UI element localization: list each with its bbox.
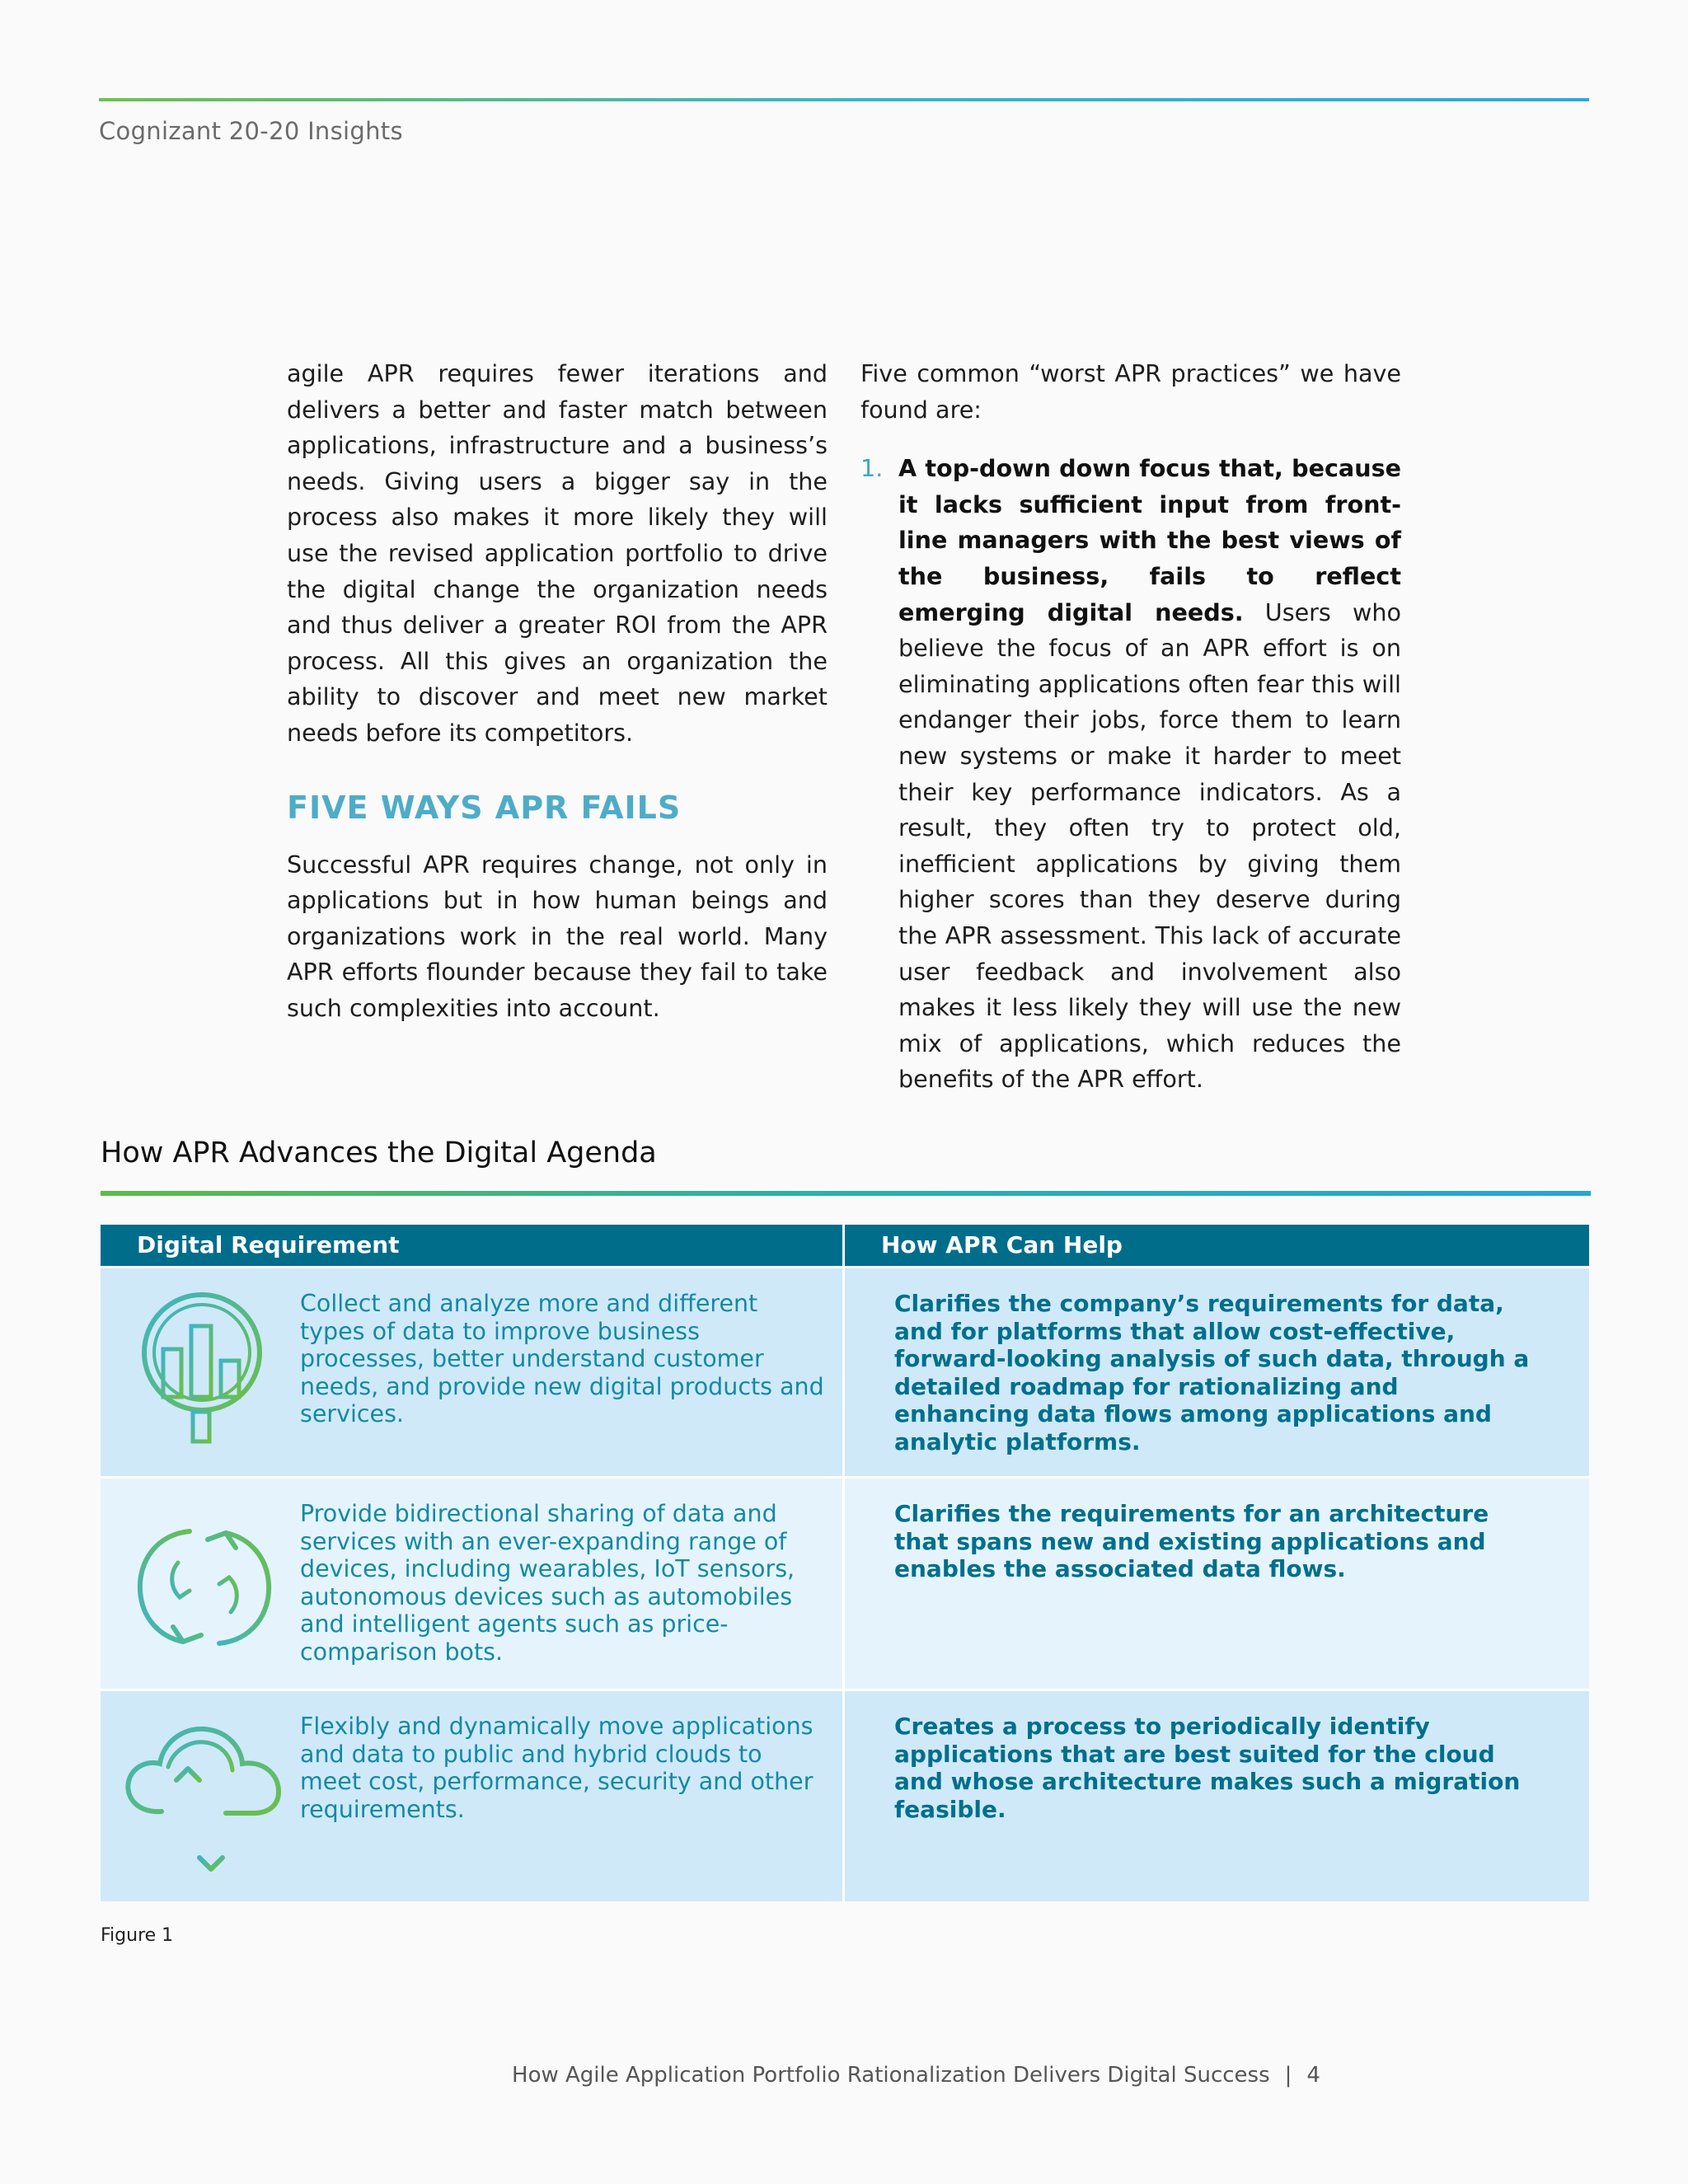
right-column	[860, 356, 1401, 1098]
table-row	[101, 1476, 1589, 1689]
page-number: 4	[1306, 2063, 1320, 2088]
help-text: Clarifies the company’s requirements for data, and for platforms that allow cost-effective, forward-looking analysis of such data, through a detailed roadmap for rationalizing and enhancing data flows among applications and analytic platforms.	[894, 1290, 1530, 1455]
figure-rule	[101, 1191, 1591, 1196]
data-analysis-icon	[132, 1285, 272, 1466]
section-paragraph: Successful APR requires change, not only in applications but in how human beings and organizations work in the real world. Many APR efforts flounder because they fail to take such complexities into account.	[287, 850, 828, 1022]
requirement-cell	[101, 1479, 845, 1689]
footer-title: How Agile Application Portfolio Rationalization Delivers Digital Success	[512, 2063, 1270, 2088]
section-heading: FIVE WAYS APR FAILS	[287, 789, 682, 826]
page-footer	[0, 2063, 1688, 2088]
requirement-text: Flexibly and dynamically move applications and data to public and hybrid clouds to meet cost, performance, security and other requirements.	[300, 1713, 814, 1823]
publication-label: Cognizant 20-20 Insights	[99, 117, 403, 145]
cloud-upload-download-icon	[119, 1718, 292, 1882]
figure-table	[101, 1225, 1589, 1901]
list-item-text: Users who believe the focus of an APR effort is on eliminating applications often fear this will endanger their jobs, force them to learn new systems or make it harder to meet their key performance indicators. As a result, they often try to protect old, inefficient applications by giving them higher scores than they deserve during the APR assessment. This lack of accurate user feedback and involvement also makes it less likely they will use the new mix of applications, which reduces the benefits of the APR effort.	[898, 598, 1401, 1094]
list-number: 1.	[860, 454, 884, 483]
list-intro: Five common “worst APR practices” we have found are:	[860, 359, 1401, 424]
bidirectional-sync-icon	[132, 1521, 277, 1653]
table-header	[101, 1225, 1589, 1266]
help-cell	[845, 1479, 1589, 1689]
figure-caption: Figure 1	[101, 1925, 174, 1946]
table-row	[101, 1689, 1589, 1901]
requirement-cell	[101, 1268, 845, 1476]
header-rule	[99, 98, 1589, 101]
requirement-text: Provide bidirectional sharing of data and services with an ever-expanding range of devices, including wearables, IoT sensors, autonomous devices such as automobiles and intelligent agents such as price-comparison bots.	[300, 1500, 795, 1666]
list-item	[860, 451, 1401, 1098]
help-text: Creates a process to periodically identify applications that are best suited for the cloud and whose architecture makes such a migration feasible.	[894, 1713, 1521, 1823]
requirement-text: Collect and analyze more and different types of data to improve business processes, better understand customer needs, and provide new digital products and services.	[300, 1290, 824, 1428]
list-item-bold: A top-down down focus that, because it lacks sufficient input from front-line managers with the best views of the business, fails to reflect emerging digital needs.	[898, 454, 1401, 626]
intro-paragraph: agile APR requires fewer iterations and delivers a better and faster match between applications, infrastructure and a business’s needs. Giving users a bigger say in the process also makes it more likely they will use the revised application portfolio to drive the digital change the organization needs and thus deliver a greater ROI from the APR process. All this gives an organization the ability to discover and meet new market needs before its competitors.	[287, 359, 828, 747]
help-text: Clarifies the requirements for an architecture that spans new and existing applications and enables the associated data flows.	[894, 1500, 1489, 1583]
requirement-cell	[101, 1691, 845, 1901]
help-cell	[845, 1691, 1589, 1901]
figure-title: How APR Advances the Digital Agenda	[101, 1137, 657, 1169]
table-row	[101, 1266, 1589, 1476]
left-column	[287, 356, 828, 1027]
help-cell	[845, 1268, 1589, 1476]
column-header-help: How APR Can Help	[881, 1231, 1123, 1258]
column-header-requirement: Digital Requirement	[101, 1225, 845, 1266]
footer-separator: |	[1284, 2063, 1292, 2088]
